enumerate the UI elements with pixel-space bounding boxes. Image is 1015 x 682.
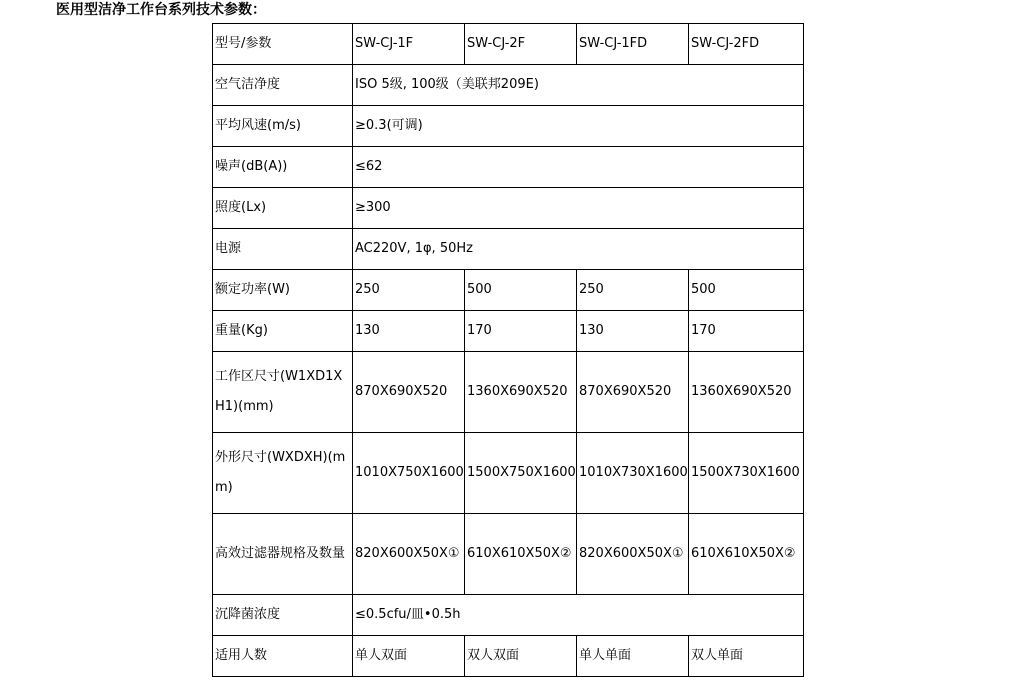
row-value: 610X610X50X② — [465, 514, 577, 595]
table-row — [213, 352, 804, 433]
row-value: 130 — [353, 311, 465, 352]
row-value: 500 — [465, 270, 577, 311]
table-row — [213, 595, 804, 636]
row-value: 1360X690X520 — [465, 352, 577, 433]
header-label: 型号/参数 — [213, 24, 353, 65]
table-row — [213, 636, 804, 677]
table-row — [213, 433, 804, 514]
row-label: 工作区尺寸(W1XD1XH1)(mm) — [213, 352, 353, 433]
row-value: 170 — [465, 311, 577, 352]
model-cell: SW-CJ-2FD — [689, 24, 804, 65]
table-row — [213, 229, 804, 270]
row-label: 适用人数 — [213, 636, 353, 677]
row-value: 130 — [577, 311, 689, 352]
spec-table — [212, 23, 804, 677]
row-value: 500 — [689, 270, 804, 311]
row-value: 1360X690X520 — [689, 352, 804, 433]
header-row — [213, 24, 804, 65]
row-value: 双人单面 — [689, 636, 804, 677]
row-value: ≥0.3(可调) — [353, 106, 804, 147]
row-label: 电源 — [213, 229, 353, 270]
row-label: 空气洁净度 — [213, 65, 353, 106]
row-value: ISO 5级, 100级（美联邦209E) — [353, 65, 804, 106]
row-value: 单人双面 — [353, 636, 465, 677]
row-value: 250 — [353, 270, 465, 311]
model-cell: SW-CJ-1FD — [577, 24, 689, 65]
row-value: 单人单面 — [577, 636, 689, 677]
row-value: 1010X750X1600 — [353, 433, 465, 514]
row-label: 沉降菌浓度 — [213, 595, 353, 636]
table-row — [213, 147, 804, 188]
row-value: 双人双面 — [465, 636, 577, 677]
table-row — [213, 188, 804, 229]
row-value: 1500X730X1600 — [689, 433, 804, 514]
row-value: 170 — [689, 311, 804, 352]
row-label: 照度(Lx) — [213, 188, 353, 229]
model-cell: SW-CJ-1F — [353, 24, 465, 65]
row-value: 1500X750X1600 — [465, 433, 577, 514]
row-label: 外形尺寸(WXDXH)(mm) — [213, 433, 353, 514]
row-value: 870X690X520 — [353, 352, 465, 433]
row-value: 870X690X520 — [577, 352, 689, 433]
row-value: ≥300 — [353, 188, 804, 229]
row-value: 250 — [577, 270, 689, 311]
row-label: 额定功率(W) — [213, 270, 353, 311]
table-row — [213, 270, 804, 311]
row-value: 820X600X50X① — [353, 514, 465, 595]
row-label: 噪声(dB(A)) — [213, 147, 353, 188]
table-row — [213, 311, 804, 352]
row-label: 平均风速(m/s) — [213, 106, 353, 147]
table-row — [213, 106, 804, 147]
row-value: 610X610X50X② — [689, 514, 804, 595]
model-cell: SW-CJ-2F — [465, 24, 577, 65]
row-label: 重量(Kg) — [213, 311, 353, 352]
row-value: AC220V, 1φ, 50Hz — [353, 229, 804, 270]
row-value: 820X600X50X① — [577, 514, 689, 595]
row-value: 1010X730X1600 — [577, 433, 689, 514]
row-value: ≤0.5cfu/皿•0.5h — [353, 595, 804, 636]
page-title: 医用型洁净工作台系列技术参数： — [56, 2, 266, 18]
row-label: 高效过滤器规格及数量 — [213, 514, 353, 595]
table-row — [213, 514, 804, 595]
table-row — [213, 65, 804, 106]
row-value: ≤62 — [353, 147, 804, 188]
